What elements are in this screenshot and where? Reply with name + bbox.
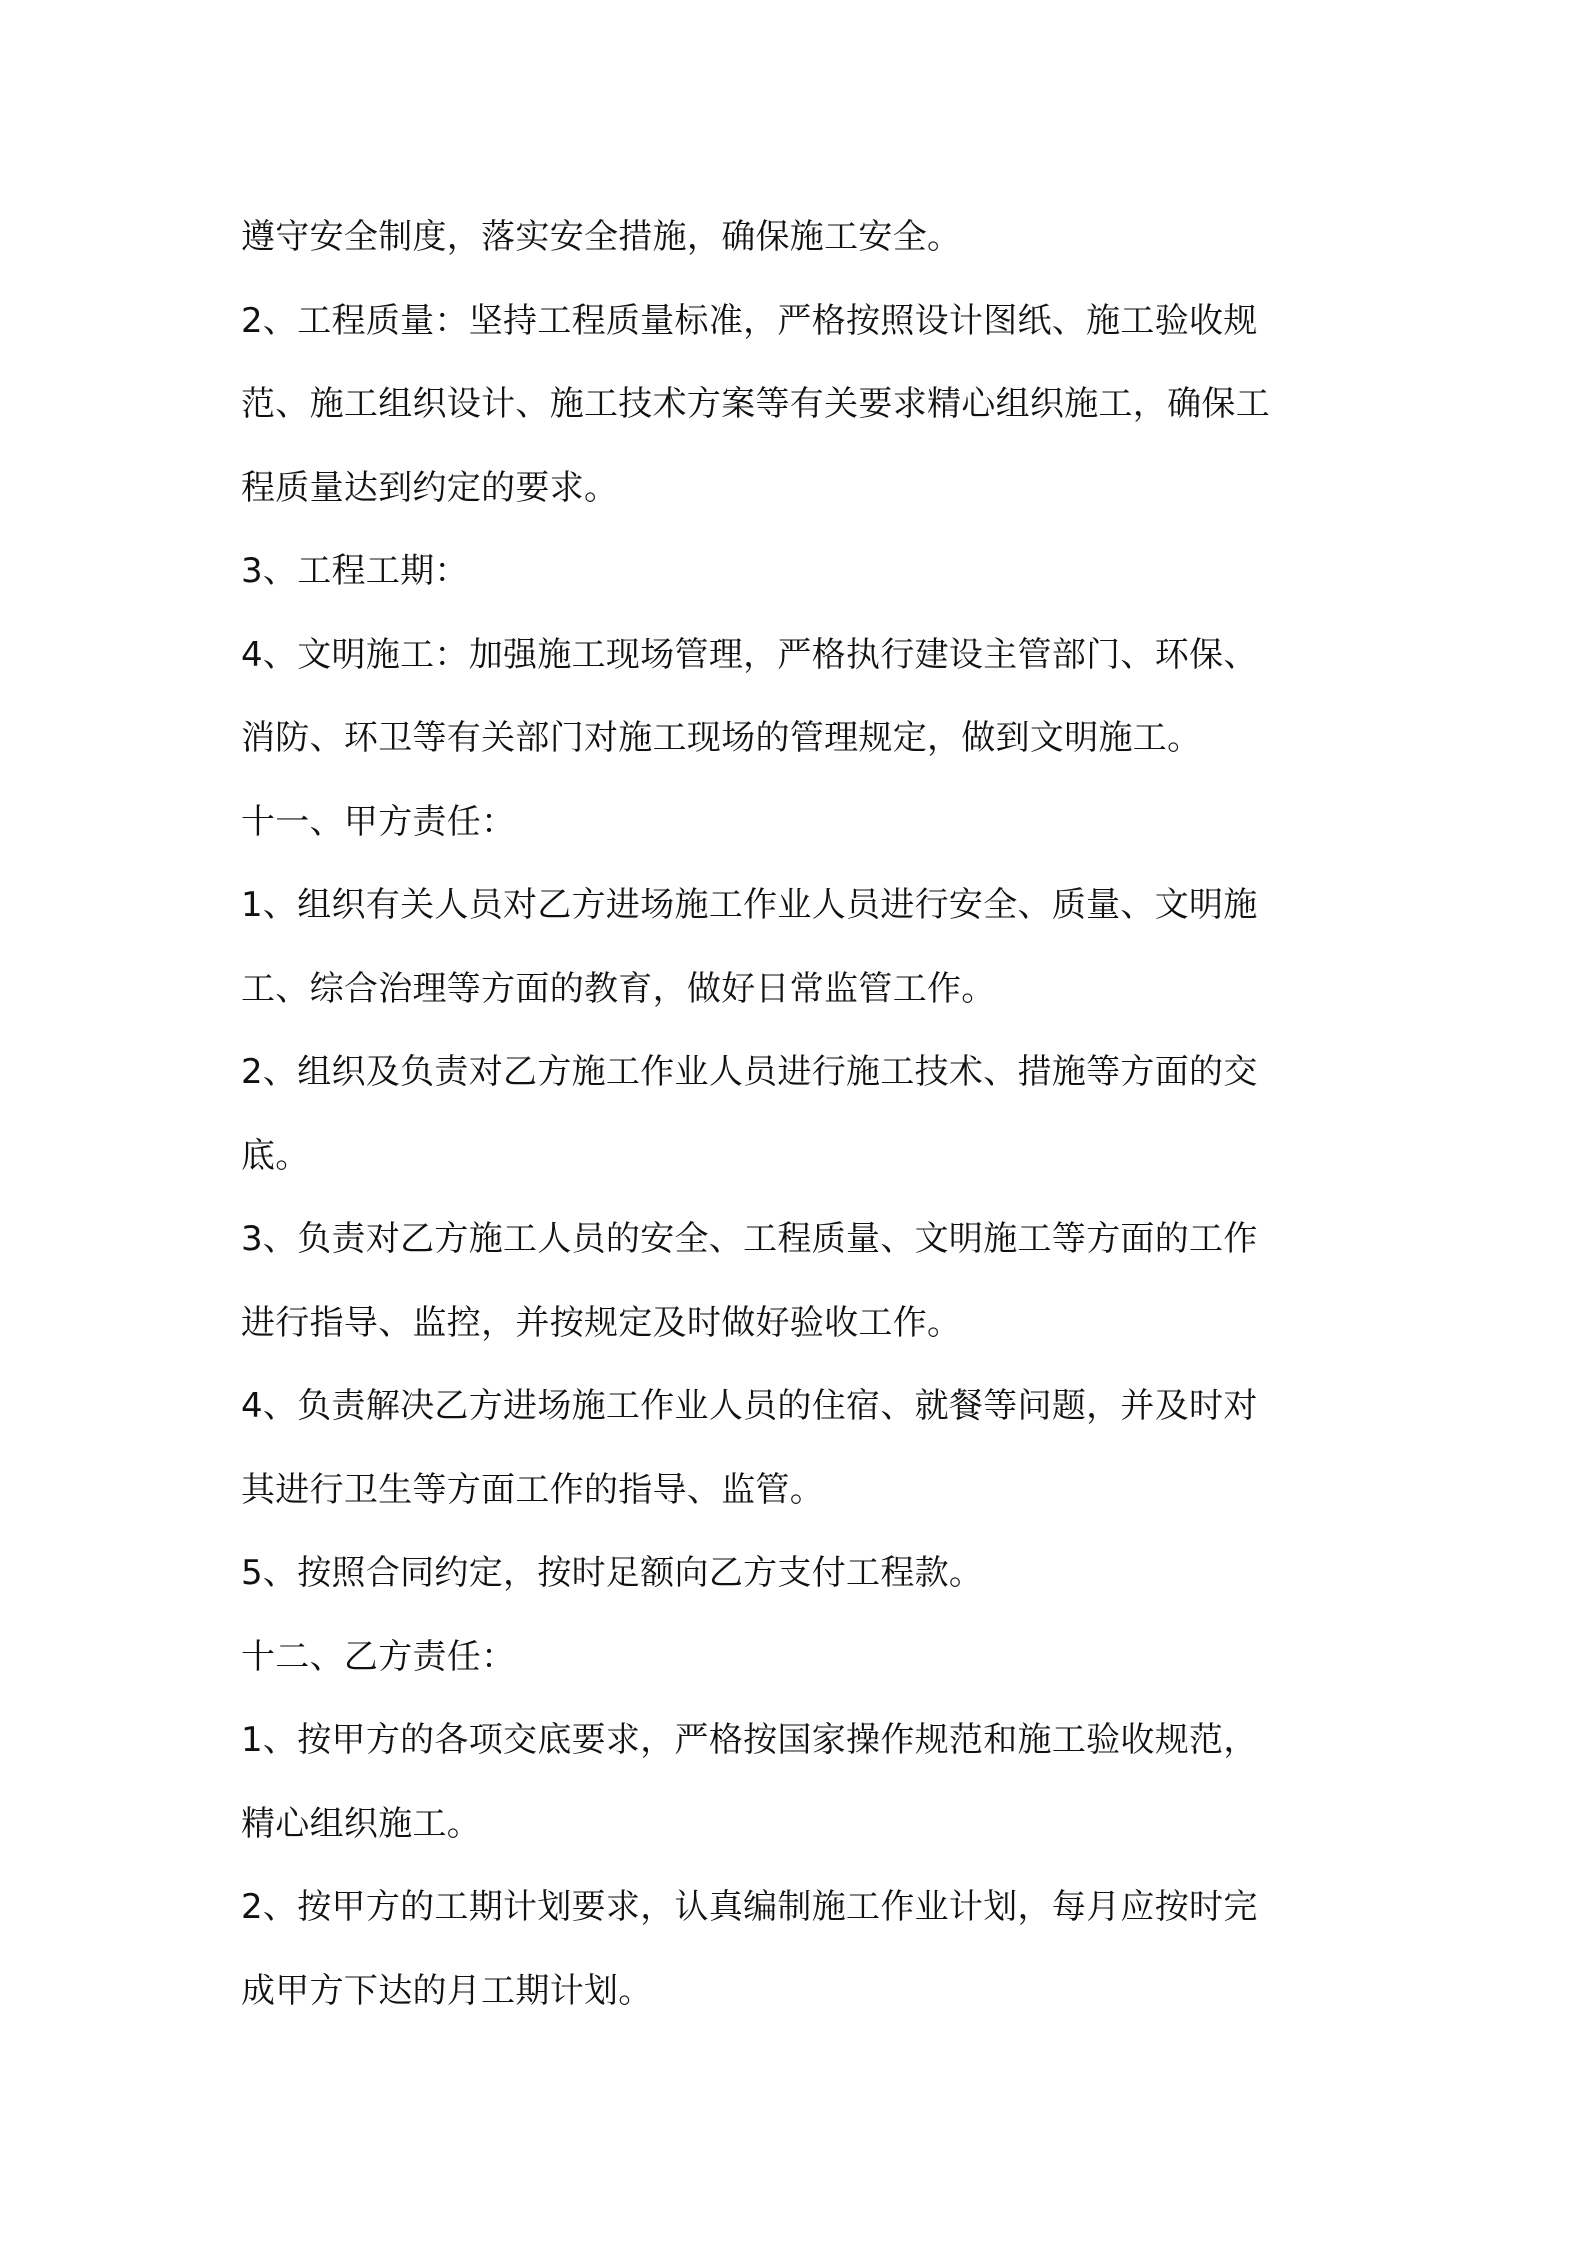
text-line: 2、组织及负责对乙方施工作业人员进行施工技术、措施等方面的交	[241, 1052, 1258, 1092]
text-line: 2、按甲方的工期计划要求，认真编制施工作业计划，每月应按时完	[241, 1887, 1258, 1927]
text-line: 2、工程质量：坚持工程质量标准，严格按照设计图纸、施工验收规	[241, 300, 1258, 341]
section-heading: 十一、甲方责任：	[241, 801, 516, 842]
text-line: 其进行卫生等方面工作的指导、监管。	[241, 1469, 825, 1510]
text-line: 4、文明施工：加强施工现场管理，严格执行建设主管部门、环保、	[241, 634, 1258, 675]
text-line: 1、组织有关人员对乙方进场施工作业人员进行安全、质量、文明施	[241, 885, 1258, 925]
text-line: 3、负责对乙方施工人员的安全、工程质量、文明施工等方面的工作	[241, 1219, 1258, 1259]
text-line: 精心组织施工。	[241, 1803, 482, 1844]
text-line: 范、施工组织设计、施工技术方案等有关要求精心组织施工，确保工	[241, 384, 1270, 424]
text-line: 底。	[241, 1135, 310, 1176]
document-body	[241, 196, 1351, 2033]
text-line: 程质量达到约定的要求。	[241, 467, 619, 508]
text-line: 遵守安全制度，落实安全措施，确保施工安全。	[241, 217, 962, 257]
text-line: 进行指导、监控，并按规定及时做好验收工作。	[241, 1302, 962, 1343]
text-line: 成甲方下达的月工期计划。	[241, 1970, 653, 2011]
text-line: 工、综合治理等方面的教育，做好日常监管工作。	[241, 968, 996, 1009]
text-line: 4、负责解决乙方进场施工作业人员的住宿、就餐等问题，并及时对	[241, 1386, 1258, 1426]
text-line: 1、按甲方的各项交底要求，严格按国家操作规范和施工验收规范，	[241, 1720, 1258, 1760]
text-line: 消防、环卫等有关部门对施工现场的管理规定，做到文明施工。	[241, 718, 1202, 758]
text-line: 5、按照合同约定，按时足额向乙方支付工程款。	[241, 1553, 984, 1593]
section-heading: 十二、乙方责任：	[241, 1636, 516, 1677]
text-line: 3、工程工期：	[241, 551, 469, 591]
